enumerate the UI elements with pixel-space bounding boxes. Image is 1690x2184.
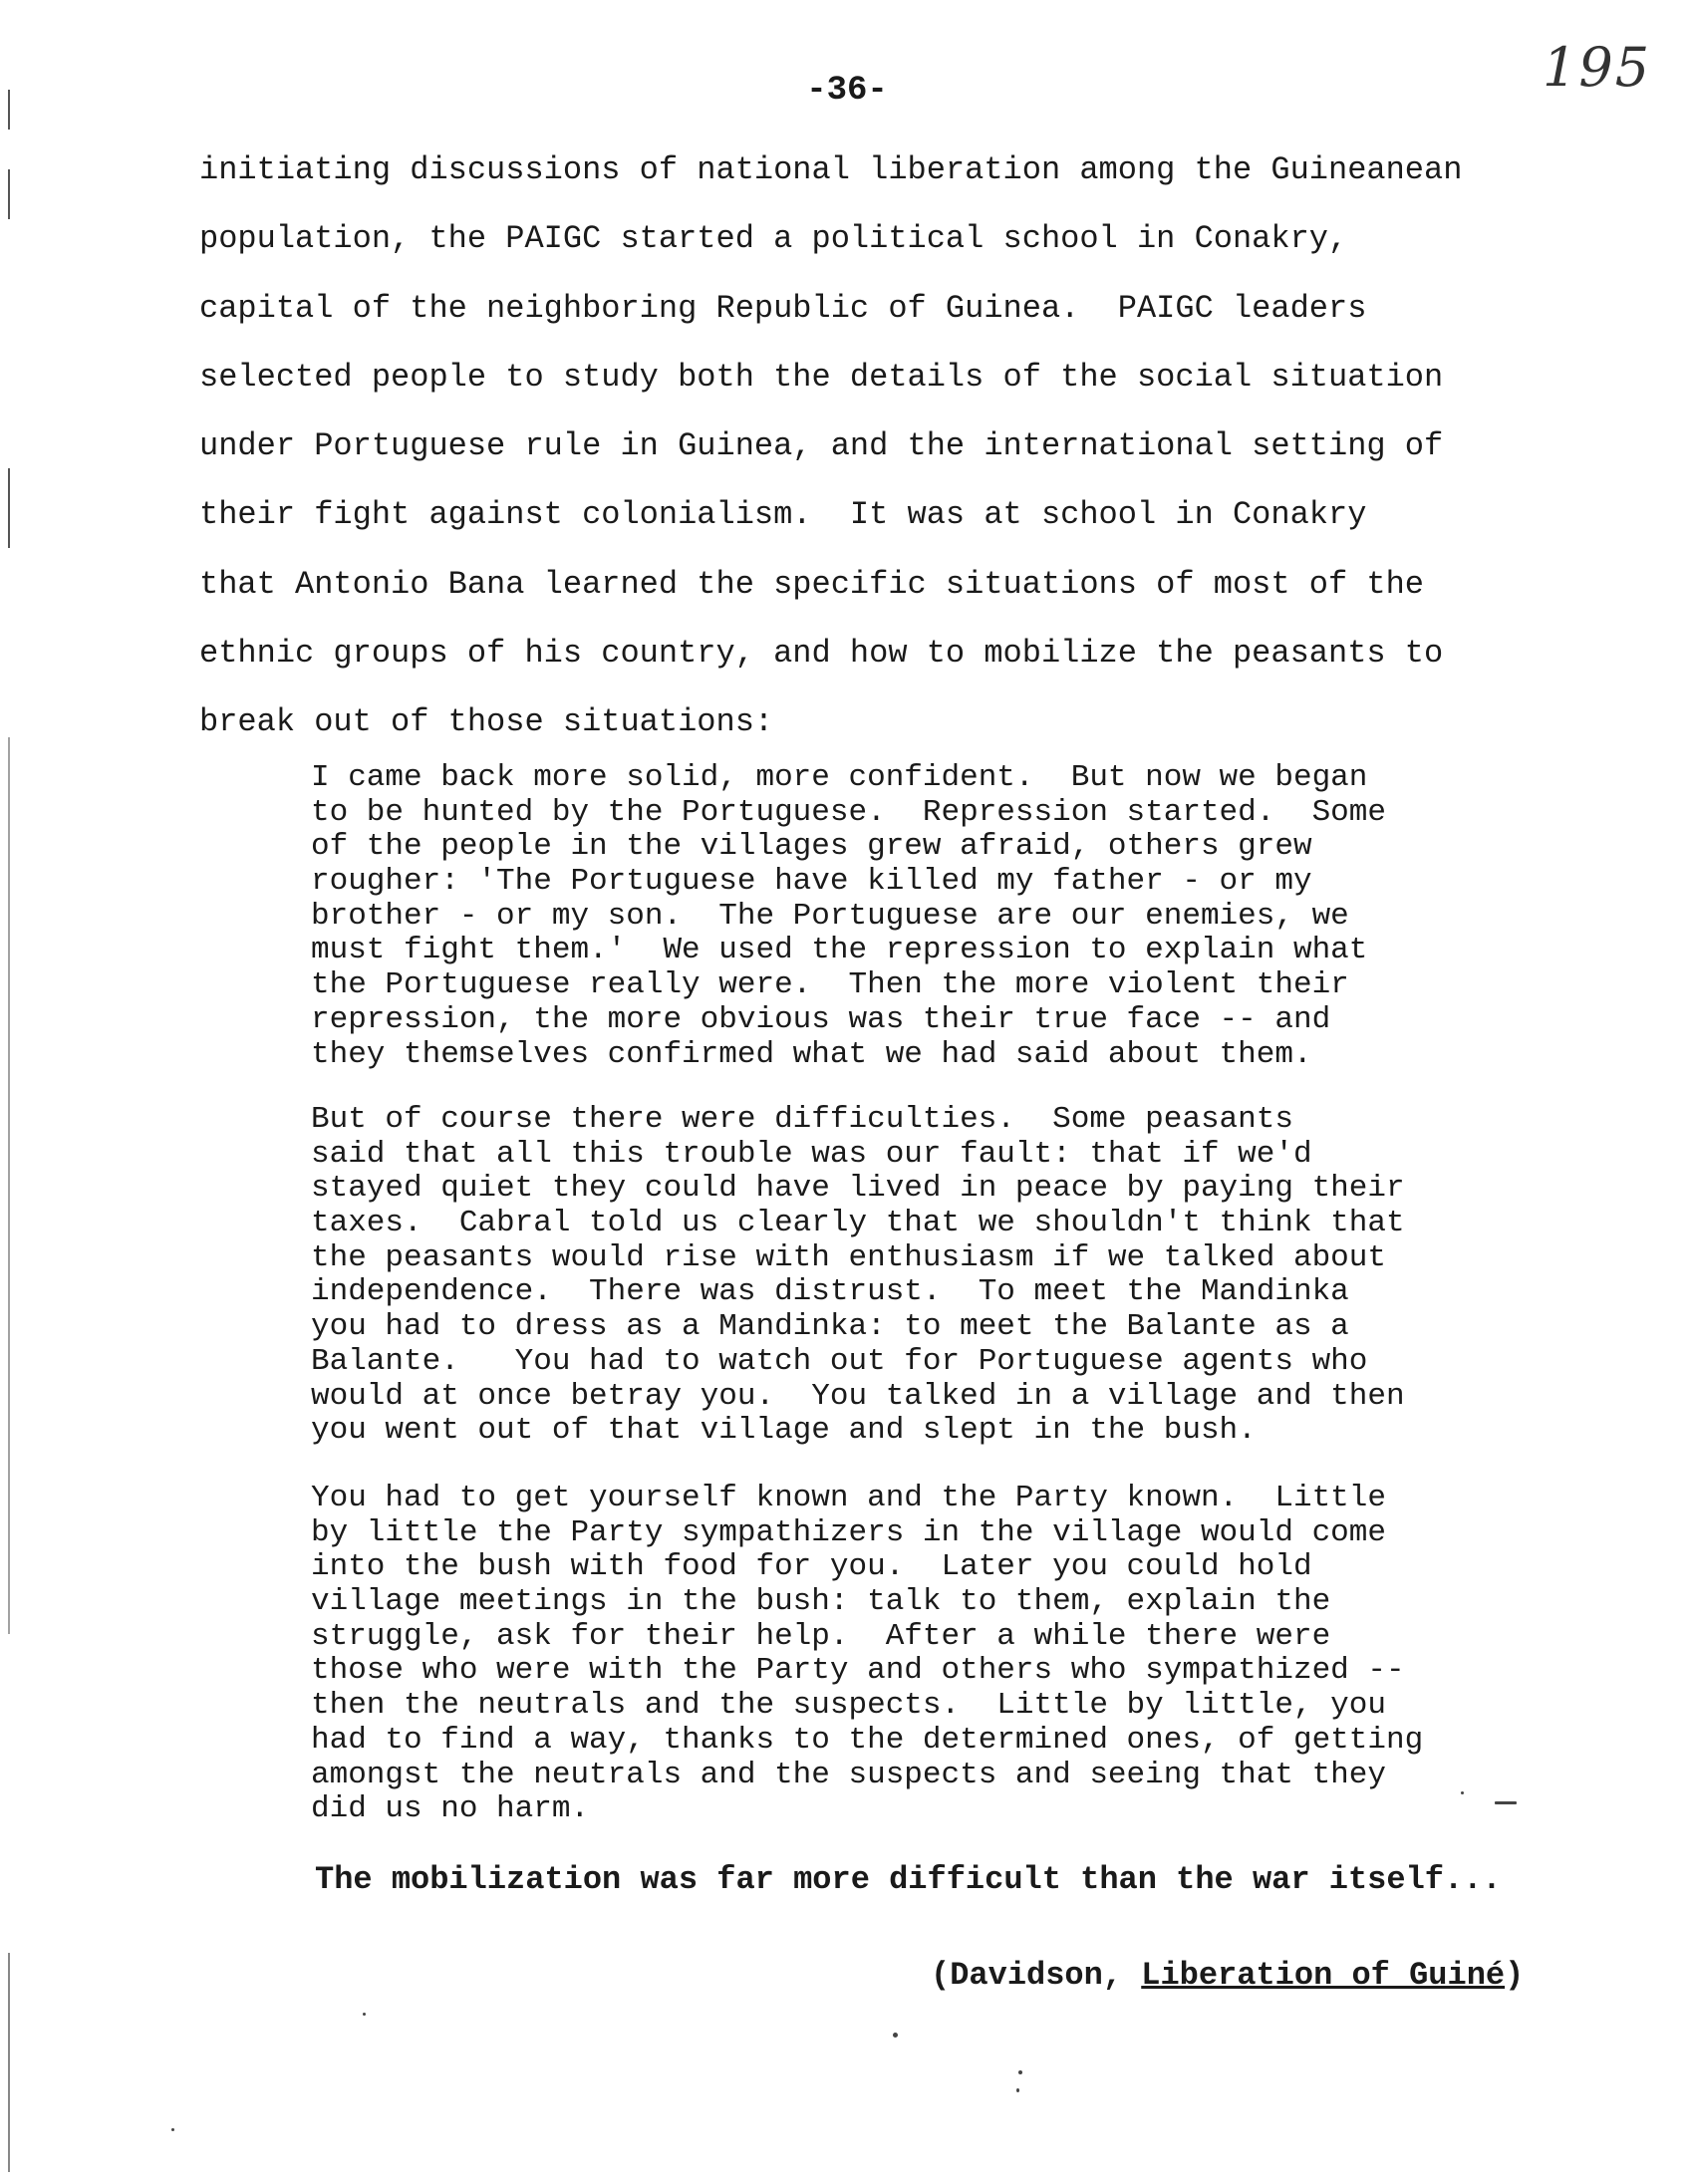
quote-line: you went out of that village and slept in the bush. xyxy=(311,1413,1257,1449)
quote-line: they themselves confirmed what we had said about them. xyxy=(311,1036,1312,1072)
quote-line: you had to dress as a Mandinka: to meet the Balante as a xyxy=(311,1309,1349,1345)
scan-speck xyxy=(1016,2088,1019,2092)
scan-speck xyxy=(1461,1791,1464,1794)
body-paragraph xyxy=(199,136,1574,757)
handwritten-page-number: 195 xyxy=(1543,36,1652,99)
quote-line: to be hunted by the Portuguese. Repression started. Some xyxy=(311,794,1386,830)
body-line: initiating discussions of national liberation among the Guineanean xyxy=(199,151,1463,188)
scan-speck xyxy=(1018,2070,1022,2074)
body-line: ethnic groups of his country, and how to mobilize the peasants to xyxy=(199,635,1444,673)
scan-speck xyxy=(893,2033,898,2038)
quote-paragraph-1 xyxy=(311,761,1606,1072)
quote-line: must fight them.' We used the repression to explain what xyxy=(311,933,1368,968)
quote-line: into the bush with food for you. Later you could hold xyxy=(311,1549,1312,1585)
quote-line: the peasants would rise with enthusiasm if we talked about xyxy=(311,1239,1386,1275)
body-line: capital of the neighboring Republic of Guinea. PAIGC leaders xyxy=(199,289,1367,327)
citation xyxy=(931,1957,1524,1994)
quote-line: the Portuguese really were. Then the more violent their xyxy=(311,967,1349,1003)
quote-line: amongst the neutrals and the suspects and seeing that they xyxy=(311,1757,1386,1792)
body-line: population, the PAIGC started a political school in Conakry, xyxy=(199,220,1348,258)
quote-paragraph-3 xyxy=(311,1482,1606,1827)
quote-line: by little the Party sympathizers in the village would come xyxy=(311,1514,1386,1550)
scan-margin-mark xyxy=(8,468,10,548)
quote-line: said that all this trouble was our fault: that if we'd xyxy=(311,1136,1312,1172)
quote-line: had to find a way, thanks to the determined ones, of getting xyxy=(311,1722,1424,1758)
body-line: under Portuguese rule in Guinea, and the international setting of xyxy=(199,427,1444,465)
quote-line: of the people in the villages grew afraid, others grew xyxy=(311,829,1312,865)
citation-close: ) xyxy=(1505,1957,1525,1994)
quote-line: independence. There was distrust. To meet the Mandinka xyxy=(311,1274,1349,1310)
closing-line: The mobilization was far more difficult than the war itself... xyxy=(315,1861,1502,1898)
quote-line: I came back more solid, more confident. But now we began xyxy=(311,760,1368,795)
scan-margin-mark xyxy=(8,90,10,130)
citation-book-title: Liberation of Guiné xyxy=(1141,1957,1506,1994)
quote-line: struggle, ask for their help. After a while there were xyxy=(311,1618,1331,1654)
quote-line: repression, the more obvious was their true face -- and xyxy=(311,1001,1331,1037)
scan-margin-mark xyxy=(8,737,10,1634)
quote-line: taxes. Cabral told us clearly that we shouldn't think that xyxy=(311,1206,1405,1241)
quote-line: brother - or my son. The Portuguese are our enemies, we xyxy=(311,898,1349,934)
body-line: selected people to study both the details of the social situation xyxy=(199,358,1444,396)
quote-line: But of course there were difficulties. Some peasants xyxy=(311,1102,1293,1137)
quote-line: did us no harm. xyxy=(311,1791,590,1827)
body-line: that Antonio Bana learned the specific situations of most of the xyxy=(199,565,1424,603)
scan-speck xyxy=(363,2013,366,2016)
quote-line: stayed quiet they could have lived in peace by paying their xyxy=(311,1171,1405,1207)
quote-line: Balante. You had to watch out for Portuguese agents who xyxy=(311,1343,1368,1379)
body-line: their fight against colonialism. It was at school in Conakry xyxy=(199,496,1367,534)
quote-line: would at once betray you. You talked in a village and then xyxy=(311,1378,1405,1414)
scan-margin-mark xyxy=(8,169,10,219)
scan-speck xyxy=(171,2128,174,2131)
scan-margin-mark xyxy=(8,1953,10,2172)
quote-line: those who were with the Party and others who sympathized -- xyxy=(311,1653,1405,1689)
scan-speck xyxy=(1495,1801,1517,1804)
quote-line: village meetings in the bush: talk to them, explain the xyxy=(311,1584,1331,1620)
quote-line: You had to get yourself known and the Party known. Little xyxy=(311,1481,1386,1515)
citation-open: (Davidson, xyxy=(931,1957,1142,1994)
quote-line: rougher: 'The Portuguese have killed my father - or my xyxy=(311,864,1312,900)
quote-paragraph-2 xyxy=(311,1103,1606,1449)
body-line: break out of those situations: xyxy=(199,703,774,741)
page-number: -36- xyxy=(806,72,888,110)
quote-line: then the neutrals and the suspects. Little by little, you xyxy=(311,1688,1386,1724)
